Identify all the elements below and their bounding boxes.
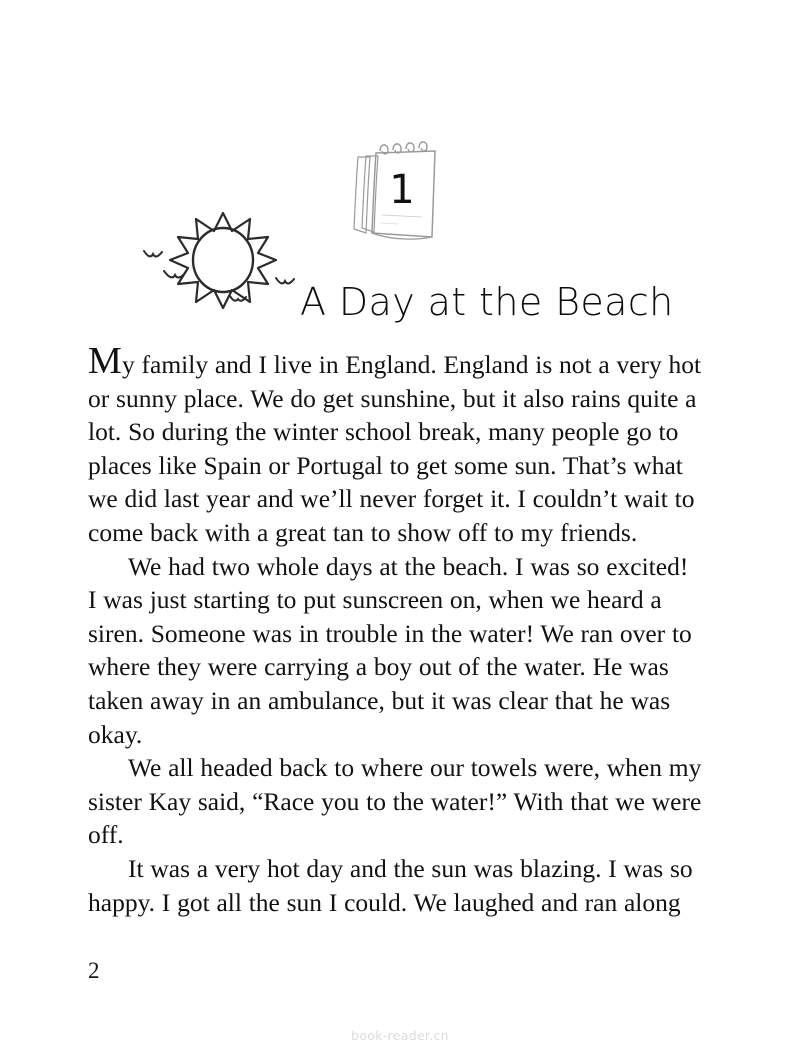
paragraph-1 <box>88 340 702 550</box>
chapter-header <box>0 125 800 325</box>
watermark: book-reader.cn <box>351 1028 449 1043</box>
chapter-title: A Day at the Beach <box>300 280 674 325</box>
paragraph-2: We had two whole days at the beach. I was so excited! I was just starting to put sunscreen on, when we heard a siren. Someone was in trouble in the water! We ran over to where they were carrying a boy out of the water. He was taken away in an ambulance, but it was clear that he was okay. <box>88 551 692 749</box>
sun-illustration <box>138 205 308 317</box>
paragraph-1-text: y family and I live in England. England is not a very hot or sunny place. We do get sunshine, but it also rains quite a lot. So during the winter school break, many people go to places like Spain or Portugal to get some sun. That’s what we did last year and we’ll never forget it. I couldn’t wait to come back with a great tan to show off to my friends. <box>88 350 702 547</box>
paragraph-4: It was a very hot day and the sun was blazing. I was so happy. I got all the sun I could. We laughed and ran along <box>88 853 693 917</box>
chapter-body <box>88 340 702 919</box>
page-number: 2 <box>88 958 100 983</box>
calendar-illustration <box>336 133 456 243</box>
paragraph-3: We all headed back to where our towels were, when my sister Kay said, “Race you to the water!” With that we were off. <box>88 753 702 850</box>
initial-cap: M <box>88 340 122 382</box>
chapter-number: 1 <box>389 167 415 213</box>
